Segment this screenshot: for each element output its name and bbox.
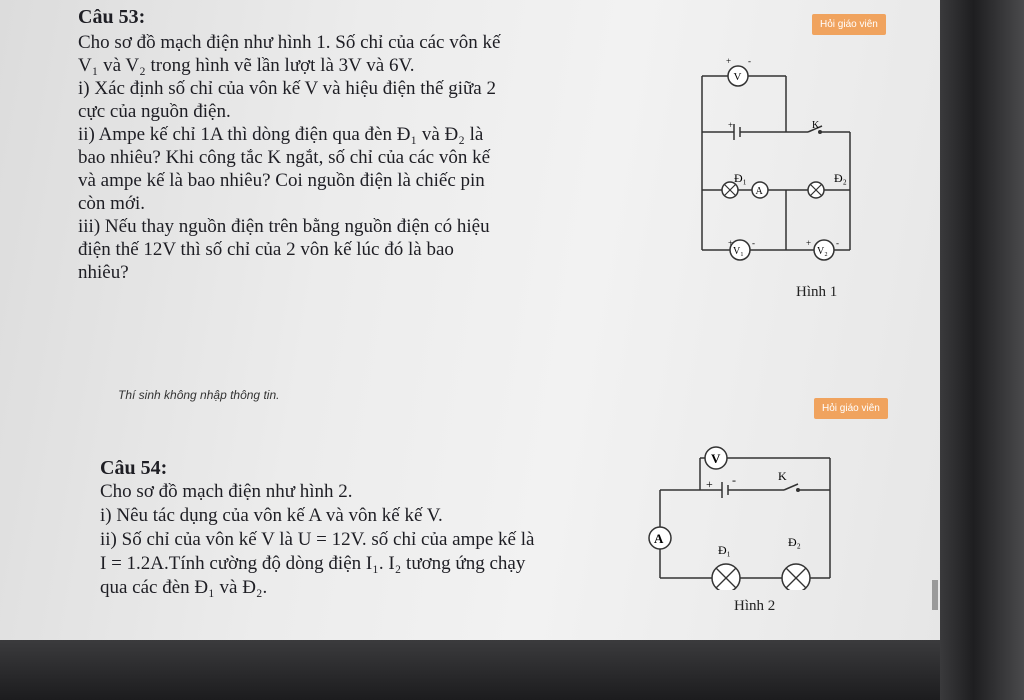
switch-k-label: K bbox=[778, 469, 787, 483]
question-53 bbox=[78, 6, 598, 284]
monitor-bezel bbox=[940, 0, 1024, 700]
lamp-d2-label: Đ₂ bbox=[788, 535, 801, 549]
ammeter-a-label: A bbox=[755, 186, 763, 197]
question-53-line: điện thế 12V thì số chỉ của 2 vôn kế lúc đó là bao bbox=[78, 239, 454, 260]
scrollbar-thumb[interactable] bbox=[932, 580, 938, 610]
question-53-line: nhiêu? bbox=[78, 262, 129, 283]
lamp-d1-label: Đ₁ bbox=[718, 543, 731, 557]
question-53-line: ii) Ampe kế chỉ 1A thì dòng điện qua đèn Đ₁ và Đ₂ là bbox=[78, 124, 484, 145]
question-53-line: còn mới. bbox=[78, 193, 146, 214]
plus-sign: + bbox=[806, 238, 812, 248]
minus-sign: - bbox=[748, 56, 751, 66]
question-54 bbox=[100, 456, 630, 600]
question-54-line: ii) Số chỉ của vôn kế V là U = 12V. số chỉ của ampe kế là bbox=[100, 529, 535, 550]
question-53-line: cực của nguồn điện. bbox=[78, 101, 231, 122]
plus-sign: + bbox=[728, 238, 734, 248]
ask-teacher-button-53[interactable]: Hỏi giáo viên bbox=[812, 14, 886, 35]
question-54-line: I = 1.2A.Tính cường độ dòng điện I₁. I₂ tương ứng chạy bbox=[100, 553, 526, 574]
question-54-line: Cho sơ đồ mạch điện như hình 2. bbox=[100, 481, 353, 502]
figure-2-caption: Hình 2 bbox=[734, 598, 776, 614]
info-note: Thí sinh không nhập thông tin. bbox=[118, 388, 280, 402]
question-53-line: V₁ và V₂ trong hình vẽ lần lượt là 3V và 6V. bbox=[78, 55, 415, 76]
figure-1-caption: Hình 1 bbox=[796, 284, 838, 300]
circuit-figure-1 bbox=[690, 50, 870, 280]
question-53-title: Câu 53: bbox=[78, 6, 146, 28]
voltmeter-v-label: V bbox=[711, 451, 721, 466]
plus-sign: + bbox=[728, 120, 734, 130]
question-53-line: i) Xác định số chỉ của vôn kế V và hiệu điện thế giữa 2 bbox=[78, 78, 496, 99]
voltmeter-v-label: V bbox=[733, 71, 742, 83]
ask-teacher-button-54[interactable]: Hỏi giáo viên bbox=[814, 398, 888, 419]
plus-sign: + bbox=[706, 477, 713, 491]
ammeter-a-label: A bbox=[654, 531, 664, 546]
question-54-line: i) Nêu tác dụng của vôn kế A và vôn kế kế V. bbox=[100, 505, 443, 526]
lamp-d2-label: Đ₂ bbox=[834, 171, 847, 185]
monitor-bezel-bottom bbox=[0, 640, 940, 700]
switch-k-label: K bbox=[812, 120, 820, 131]
lamp-d1-label: Đ₁ bbox=[734, 171, 747, 185]
question-53-line: iii) Nếu thay nguồn điện trên bằng nguồn điện có hiệu bbox=[78, 216, 490, 237]
plus-sign: + bbox=[726, 56, 732, 66]
question-53-line: và ampe kế là bao nhiêu? Coi nguồn điện là chiếc pin bbox=[78, 170, 485, 191]
voltmeter-v1-label: V₁ bbox=[733, 246, 744, 257]
minus-sign: - bbox=[752, 238, 755, 248]
circuit-figure-2 bbox=[640, 440, 850, 590]
minus-sign: - bbox=[836, 238, 839, 248]
minus-sign: - bbox=[732, 473, 736, 487]
question-53-line: Cho sơ đồ mạch điện như hình 1. Số chỉ của các vôn kế bbox=[78, 32, 501, 53]
question-54-title: Câu 54: bbox=[100, 457, 168, 479]
question-53-line: bao nhiêu? Khi công tắc K ngắt, số chỉ của các vôn kế bbox=[78, 147, 491, 168]
voltmeter-v2-label: V₂ bbox=[817, 246, 828, 257]
question-54-line: qua các đèn Đ₁ và Đ₂. bbox=[100, 577, 268, 598]
